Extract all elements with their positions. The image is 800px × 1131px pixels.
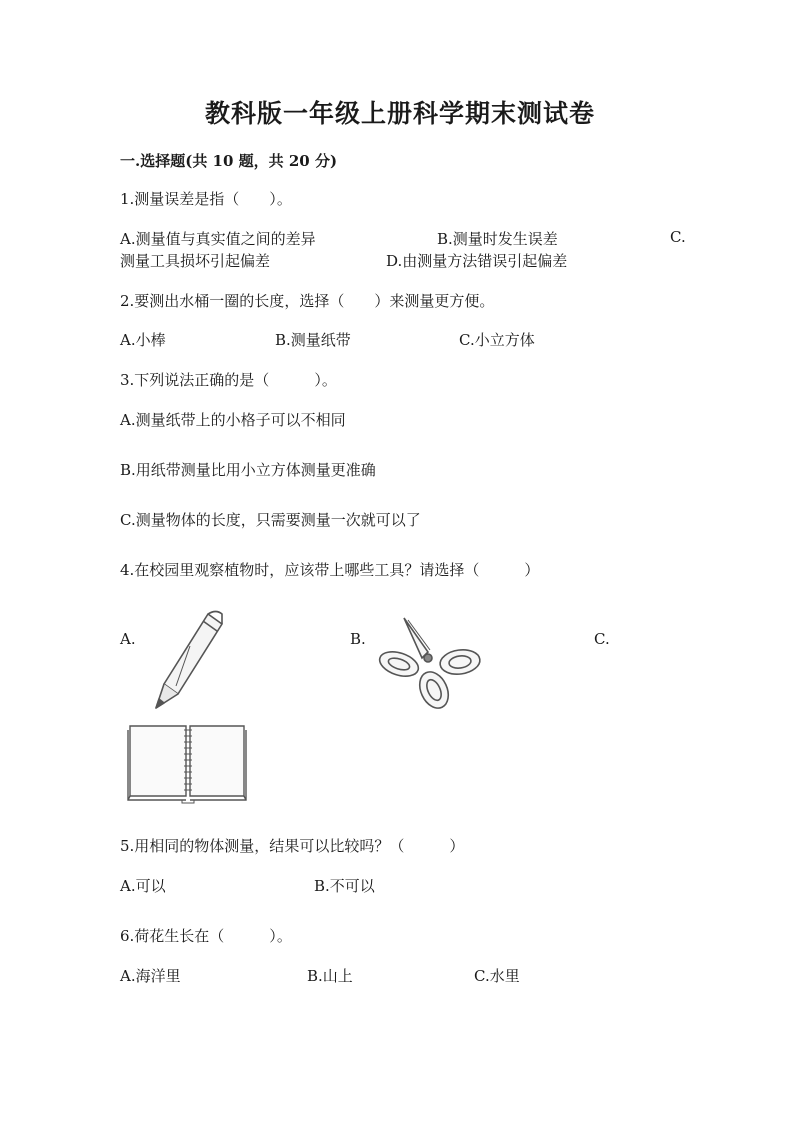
question-3-option-c: C.测量物体的长度，只需要测量一次就可以了 (120, 511, 421, 529)
question-1-stem: 1.测量误差是指（ ）。 (120, 190, 292, 208)
question-5-option-b: B.不可以 (314, 877, 375, 895)
scissors-icon (376, 612, 484, 712)
notebook-icon (126, 722, 250, 804)
question-4-option-b: B. (350, 630, 366, 648)
question-4-stem: 4.在校园里观察植物时，应该带上哪些工具？请选择（ ） (120, 561, 540, 579)
question-1-option-c-text: 测量工具损坏引起偏差 (120, 252, 271, 270)
question-4-option-c: C. (594, 630, 610, 648)
question-6-option-c: C.水里 (474, 967, 520, 985)
question-6-stem: 6.荷花生长在（ ）。 (120, 927, 292, 945)
question-2-option-a: A.小棒 (120, 331, 166, 349)
page-title: 教科版一年级上册科学期末测试卷 (204, 99, 595, 128)
question-2-option-c: C.小立方体 (459, 331, 535, 349)
question-1-option-c: C. (670, 228, 686, 246)
question-6-option-a: A.海洋里 (120, 967, 181, 985)
question-3-stem: 3.下列说法正确的是（ ）。 (120, 371, 337, 389)
question-5-stem: 5.用相同的物体测量，结果可以比较吗？（ ） (120, 837, 465, 855)
question-6-option-b: B.山上 (307, 967, 353, 985)
pencil-icon (150, 608, 230, 712)
section-heading: 一.选择题(共 10 题，共 20 分) (120, 152, 338, 170)
question-1-option-a: A.测量值与真实值之间的差异 (120, 230, 316, 248)
question-3-option-a: A.测量纸带上的小格子可以不相同 (120, 411, 346, 429)
question-3-option-b: B.用纸带测量比用小立方体测量更准确 (120, 461, 376, 479)
question-4-option-a: A. (120, 630, 136, 648)
question-2-stem: 2.要测出水桶一圈的长度，选择（ ）来测量更方便。 (120, 292, 495, 310)
question-1-option-d: D.由测量方法错误引起偏差 (386, 252, 568, 270)
question-2-option-b: B.测量纸带 (275, 331, 351, 349)
question-1-option-b: B.测量时发生误差 (437, 230, 558, 248)
question-5-option-a: A.可以 (120, 877, 166, 895)
